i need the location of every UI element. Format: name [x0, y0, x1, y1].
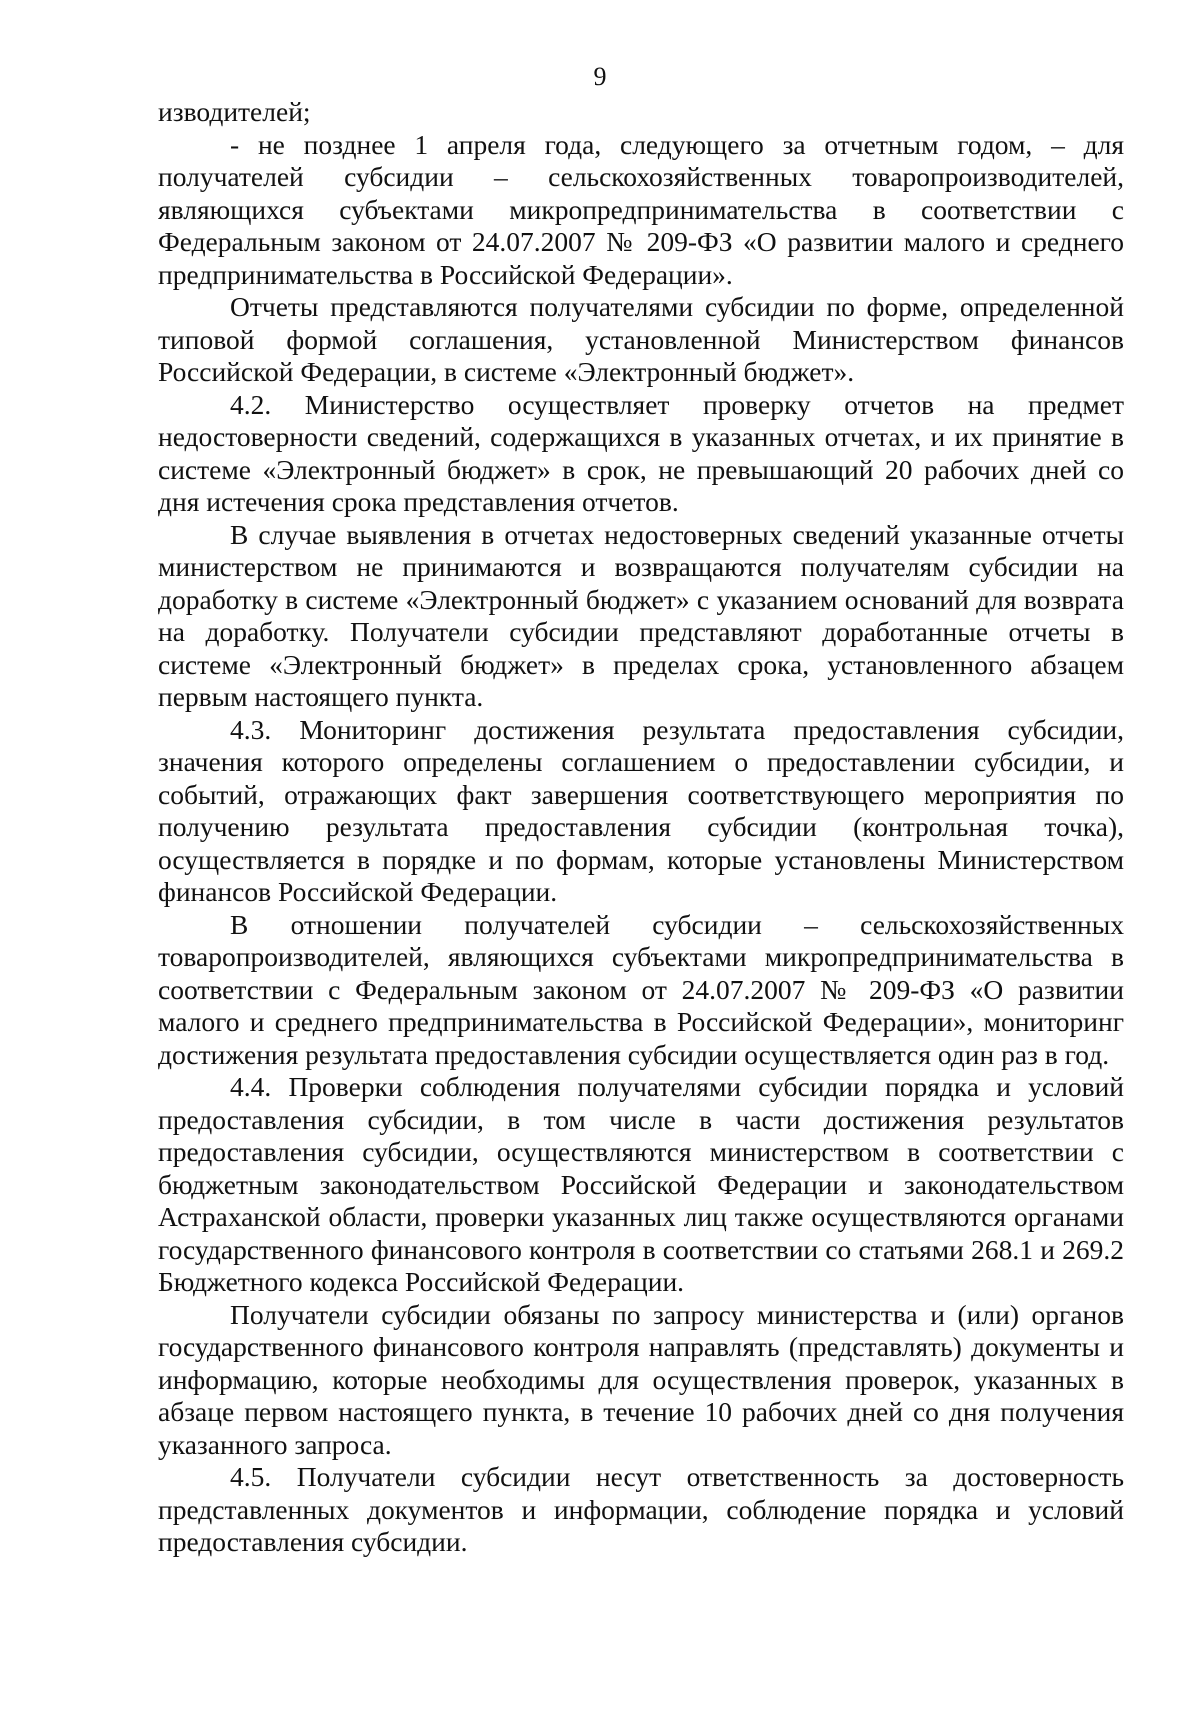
paragraph-continuation: изводителей;: [158, 96, 311, 127]
paragraph-4-3: 4.3. Мониторинг достижения результата предоставления субсидии, значения которого определены соглашением о предоставлении субсидии, и событий, отражающих факт завершения соответствующего мероприятия по получению результата предоставления субсидии (контрольная точка), осуществляется в порядке и по формам, которые установлены Министерством финансов Российской Федерации.: [158, 713, 1124, 907]
paragraph-deadline: - не позднее 1 апреля года, следующего за отчетным годом, – для получателей субсидии – сельскохозяйственных товаропроизводителей, являющихся субъектами микропредпринимательства в соответствии с Федеральным законом от 24.07.2007 № 209-ФЗ «О развитии малого и среднего предпринимательства в Российской Федерации».: [158, 128, 1124, 290]
paragraph-4-4: 4.4. Проверки соблюдения получателями субсидии порядка и условий предоставления субсидии, в том числе в части достижения результатов предоставления субсидии, осуществляются министерством в соответствии с бюджетным законодательством Российской Федерации и законодательством Астраханской области, проверки указанных лиц также осуществляются органами государственного финансового контроля в соответствии со статьями 268.1 и 269.2 Бюджетного кодекса Российской Федерации.: [158, 1071, 1124, 1297]
paragraph-report-form: Отчеты представляются получателями субсидии по форме, определенной типовой формой соглашения, установленной Министерством финансов Российской Федерации, в системе «Электронный бюджет».: [158, 291, 1124, 387]
paragraph-inaccurate-info: В случае выявления в отчетах недостоверных сведений указанные отчеты министерством не принимаются и возвращаются получателям субсидии на доработку в системе «Электронный бюджет» с указанием оснований для возврата на доработку. Получатели субсидии представляют доработанные отчеты в системе «Электронный бюджет» в пределах срока, установленного абзацем первым настоящего пункта.: [158, 518, 1124, 712]
document-body: [158, 96, 1124, 1559]
paragraph-4-2: 4.2. Министерство осуществляет проверку отчетов на предмет недостоверности сведений, содержащихся в указанных отчетах, и их принятие в системе «Электронный бюджет» в срок, не превышающий 20 рабочих дней со дня истечения срока представления отчетов.: [158, 388, 1124, 517]
paragraph-4-5: 4.5. Получатели субсидии несут ответственность за достоверность представленных документов и информации, соблюдение порядка и условий предоставления субсидии.: [158, 1461, 1124, 1557]
page-number: 9: [593, 62, 607, 91]
paragraph-documents-request: Получатели субсидии обязаны по запросу министерства и (или) органов государственного финансового контроля направлять (представлять) документы и информацию, которые необходимы для осуществления проверок, указанных в абзаце первом настоящего пункта, в течение 10 рабочих дней со дня получения указанного запроса.: [158, 1298, 1124, 1460]
paragraph-monitoring-annual: В отношении получателей субсидии – сельскохозяйственных товаропроизводителей, являющихся субъектами микропредпринимательства в соответствии с Федеральным законом от 24.07.2007 № 209-ФЗ «О развитии малого и среднего предпринимательства в Российской Федерации», мониторинг достижения результата предоставления субсидии осуществляется один раз в год.: [158, 908, 1124, 1070]
